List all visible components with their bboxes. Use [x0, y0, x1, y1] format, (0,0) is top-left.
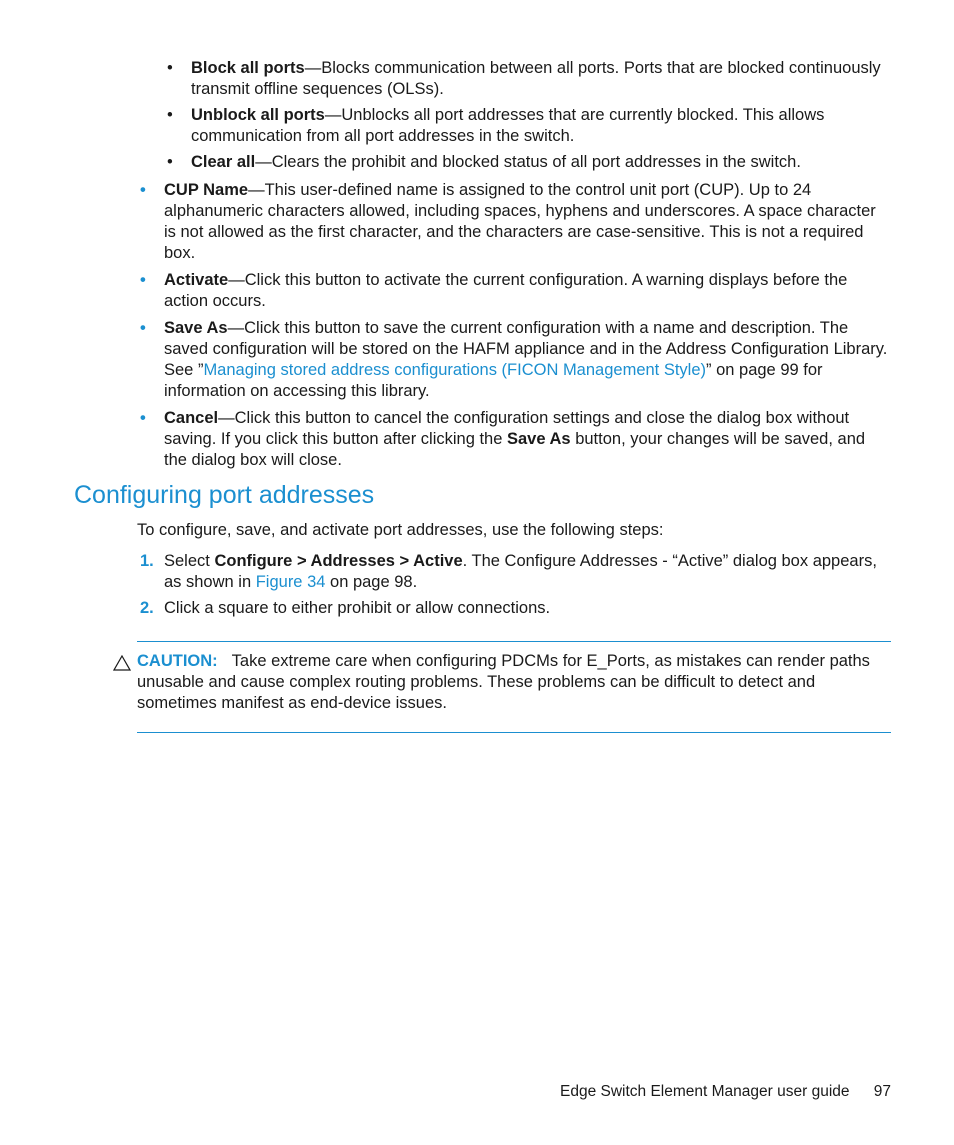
list-item-cup-name: [140, 180, 888, 264]
sub-bullet-list: [167, 58, 887, 178]
list-item: [167, 58, 887, 100]
save-as-term: Save As: [507, 430, 571, 448]
step-text: on page 98.: [325, 573, 418, 591]
page-footer: [560, 1082, 891, 1102]
bullet-text: —Clears the prohibit and blocked status of all port addresses in the switch.: [255, 153, 801, 171]
bullet-icon: •: [140, 319, 146, 337]
step-number: 2.: [140, 599, 154, 617]
bullet-text: —Blocks communication between all ports. Ports that are blocked continuously transmit offline sequences (OLSs).: [191, 59, 881, 98]
step-text: Select: [164, 552, 215, 570]
caution-note: [137, 651, 889, 714]
figure-34-link[interactable]: Figure 34: [255, 573, 326, 591]
steps-list: [140, 551, 888, 624]
bullet-text: —Click this button to cancel the configuration settings and close the dialog box without saving. If you click this button after clicking the: [164, 409, 850, 448]
footer-title: Edge Switch Element Manager user guide: [560, 1083, 850, 1100]
list-item: [167, 105, 887, 147]
bullet-term: Unblock all ports: [191, 106, 325, 124]
bullet-term: Activate: [164, 271, 229, 289]
main-bullet-list: [140, 180, 888, 477]
bullet-text: —Unblocks all port addresses that are currently blocked. This allows communication from all port addresses in the switch.: [191, 106, 825, 145]
intro-paragraph: To configure, save, and activate port addresses, use the following steps:: [137, 521, 664, 539]
list-item: [167, 152, 887, 173]
managing-configurations-link[interactable]: Managing stored address configurations (FICON Management Style): [203, 361, 707, 379]
page-number: 97: [873, 1083, 891, 1100]
step-text: Click a square to either prohibit or allow connections.: [164, 599, 551, 617]
bullet-text-after: button, your changes will be saved, and the dialog box will close.: [164, 430, 866, 469]
bullet-term: CUP Name: [164, 181, 249, 199]
list-item-cancel: [140, 408, 888, 471]
list-item-activate: [140, 270, 888, 312]
step-text: . The Configure Addresses - “Active” dialog box appears, as shown in: [164, 552, 877, 591]
bullet-text-after: ” on page 99 for information on accessing this library.: [164, 361, 823, 400]
bullet-icon: •: [167, 59, 173, 77]
bullet-text: —Click this button to activate the current configuration. A warning displays before the action occurs.: [164, 271, 848, 310]
menu-path: Configure > Addresses > Active: [214, 552, 463, 570]
warning-triangle-icon: [113, 655, 131, 671]
bullet-term: Save As: [164, 319, 228, 337]
bullet-term: Clear all: [191, 153, 256, 171]
step-item: [140, 551, 888, 593]
step-number: 1.: [140, 552, 154, 570]
bullet-icon: •: [167, 106, 173, 124]
caution-bottom-rule: [137, 732, 891, 733]
bullet-text: —This user-defined name is assigned to the control unit port (CUP). Up to 24 alphanumeric characters allowed, including spaces, hyphens and underscores. A space character is not allowed as the first character, and the characters are case-sensitive. This is not a required box.: [164, 181, 876, 262]
section-title: Configuring port addresses: [74, 481, 375, 509]
bullet-icon: •: [140, 181, 146, 199]
step-item: [140, 598, 888, 619]
caution-label: CAUTION:: [137, 652, 218, 670]
bullet-term: Block all ports: [191, 59, 305, 77]
bullet-text: —Click this button to save the current configuration with a name and description. The saved configuration will be stored on the HAFM appliance and in the Address Configuration Library. See ”: [164, 319, 888, 379]
caution-text: Take extreme care when configuring PDCMs for E_Ports, as mistakes can render paths unusable and cause complex routing problems. These problems can be difficult to detect and sometimes manifest as end-device issues.: [137, 652, 870, 712]
caution-top-rule: [137, 641, 891, 642]
list-item-save-as: [140, 318, 888, 402]
bullet-icon: •: [140, 271, 146, 289]
bullet-icon: •: [167, 153, 173, 171]
bullet-term: Cancel: [164, 409, 219, 427]
bullet-icon: •: [140, 409, 146, 427]
